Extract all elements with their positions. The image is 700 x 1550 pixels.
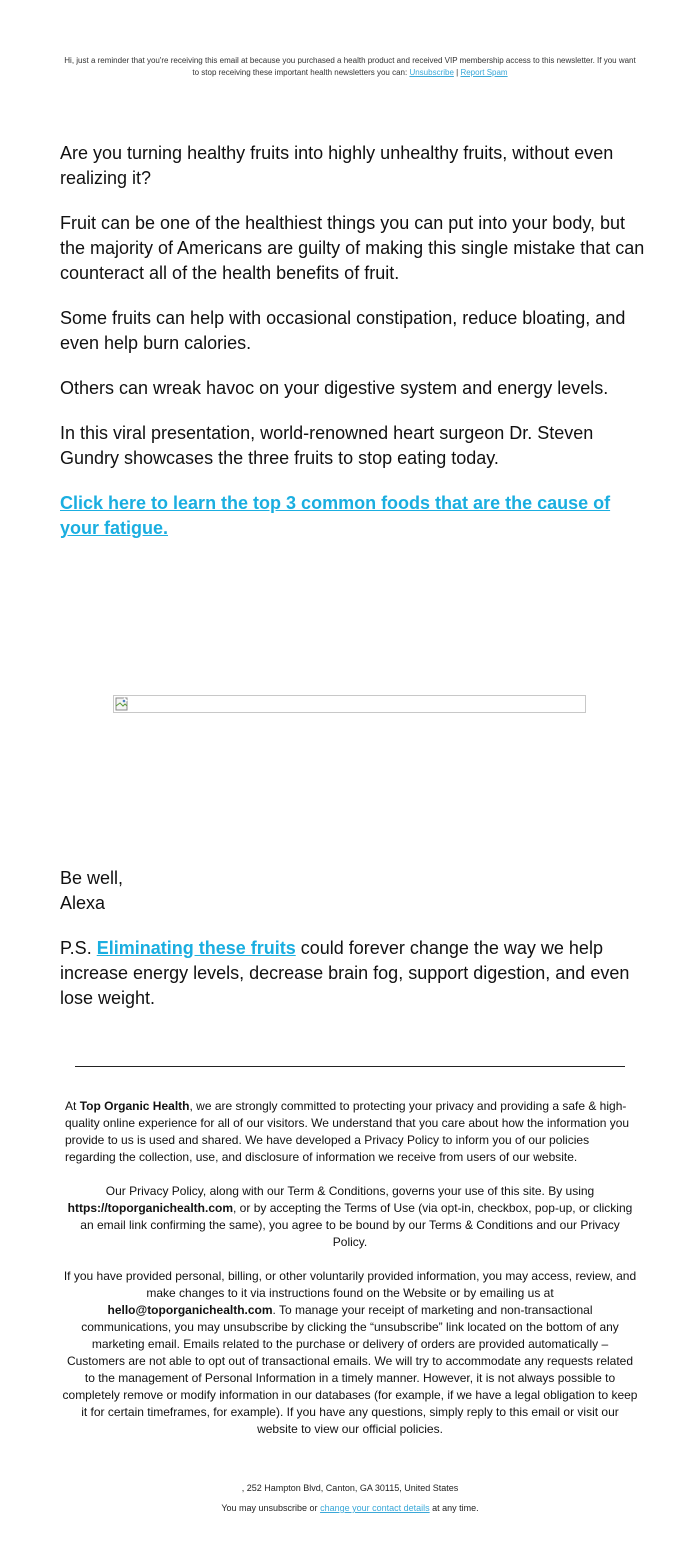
- footer: [62, 1098, 638, 1455]
- email-body: [60, 141, 645, 561]
- ps-prefix: P.S.: [60, 938, 92, 958]
- footer-brand: Top Organic Health: [79, 1099, 190, 1113]
- cta-paragraph: [60, 491, 645, 541]
- unsubscribe-pre: You may unsubscribe or: [221, 1503, 318, 1513]
- signoff-name: Alexa: [60, 893, 106, 913]
- footer-paragraph-3: [62, 1268, 638, 1438]
- broken-image-icon: [115, 697, 129, 711]
- unsubscribe-link[interactable]: Unsubscribe: [409, 68, 454, 77]
- footer-p1-pre: At: [65, 1099, 77, 1113]
- change-contact-details-link[interactable]: change your contact details: [320, 1503, 430, 1513]
- body-paragraph-5: In this viral presentation, world-renowned heart surgeon Dr. Steven Gundry showcases the three fruits to stop eating today.: [60, 423, 594, 468]
- preheader-separator: |: [456, 68, 459, 77]
- footer-p1-post: , we are strongly committed to protecting your privacy and providing a safe & high-quality online experience for all of our visitors. We understand that you care about how the information you provide to us is used and shared. We have developed a Privacy Policy to inform you of our policies regarding the collection, use, and disclosure of information we receive from users of our website.: [65, 1099, 630, 1164]
- preheader: [60, 55, 640, 79]
- footer-p2-post: , or by accepting the Terms of Use (via opt-in, checkbox, pop-up, or clicking an email link confirming the same), you agree to be bound by our Terms & Conditions and our Privacy Policy.: [80, 1201, 633, 1249]
- unsubscribe-line: [60, 1502, 640, 1514]
- cta-link[interactable]: Click here to learn the top 3 common foods that are the cause of your fatigue.: [60, 493, 611, 538]
- preheader-text: Hi, just a reminder that you're receiving this email at because you purchased a health product and received VIP membership access to this newsletter. If you want to stop receiving these important health newsletters you can:: [64, 56, 636, 77]
- ps-text: could forever change the way we help increase energy levels, decrease brain fog, support digestion, and even lose weight.: [60, 938, 630, 1008]
- footer-paragraph-2: [62, 1183, 638, 1251]
- broken-image[interactable]: [113, 695, 586, 713]
- footer-divider: [75, 1066, 625, 1067]
- unsubscribe-post: at any time.: [432, 1503, 479, 1513]
- footer-p2-pre: Our Privacy Policy, along with our Term & Conditions, governs your use of this site. By using: [105, 1184, 595, 1198]
- body-paragraph-2: Fruit can be one of the healthiest things you can put into your body, but the majority of Americans are guilty of making this single mistake that can counteract all of the health benefits of fruit.: [60, 213, 645, 283]
- signoff-block: [60, 866, 645, 916]
- footer-site-url: https://toporganichealth.com: [67, 1201, 234, 1215]
- ps-link[interactable]: Eliminating these fruits: [96, 938, 296, 958]
- footer-email: hello@toporganichealth.com: [107, 1303, 273, 1317]
- footer-paragraph-1: [62, 1098, 638, 1166]
- body-paragraph-3: Some fruits can help with occasional constipation, reduce bloating, and even help burn calories.: [60, 308, 626, 353]
- footer-p3-pre: If you have provided personal, billing, or other voluntarily provided information, you may access, review, and make changes to it via instructions found on the Website or by emailing us at: [63, 1269, 637, 1300]
- mailing-address: , 252 Hampton Blvd, Canton, GA 30115, United States: [241, 1483, 459, 1493]
- signoff-line: Be well,: [60, 868, 124, 888]
- ps-paragraph: [60, 936, 645, 1011]
- report-spam-link[interactable]: Report Spam: [460, 68, 508, 77]
- footer-p3-post: . To manage your receipt of marketing and non-transactional communications, you may unsubscribe by clicking the “unsubscribe” link located on the bottom of any marketing email. Emails related to the purchase or delivery of orders are provided automatically – Customers are not able to opt out of transactional emails. We will try to accommodate any requests related to the management of Personal Information in a timely manner. However, it is not always possible to completely remove or modify information in our databases (for example, if we have a legal obligation to keep it for certain timeframes, for example). If you have any questions, simply reply to this email or visit our website to view our official policies.: [62, 1303, 638, 1436]
- signoff: [60, 866, 645, 1031]
- body-paragraph-1: Are you turning healthy fruits into highly unhealthy fruits, without even realizing it?: [60, 143, 614, 188]
- body-paragraph-4: Others can wreak havoc on your digestive system and energy levels.: [60, 378, 609, 398]
